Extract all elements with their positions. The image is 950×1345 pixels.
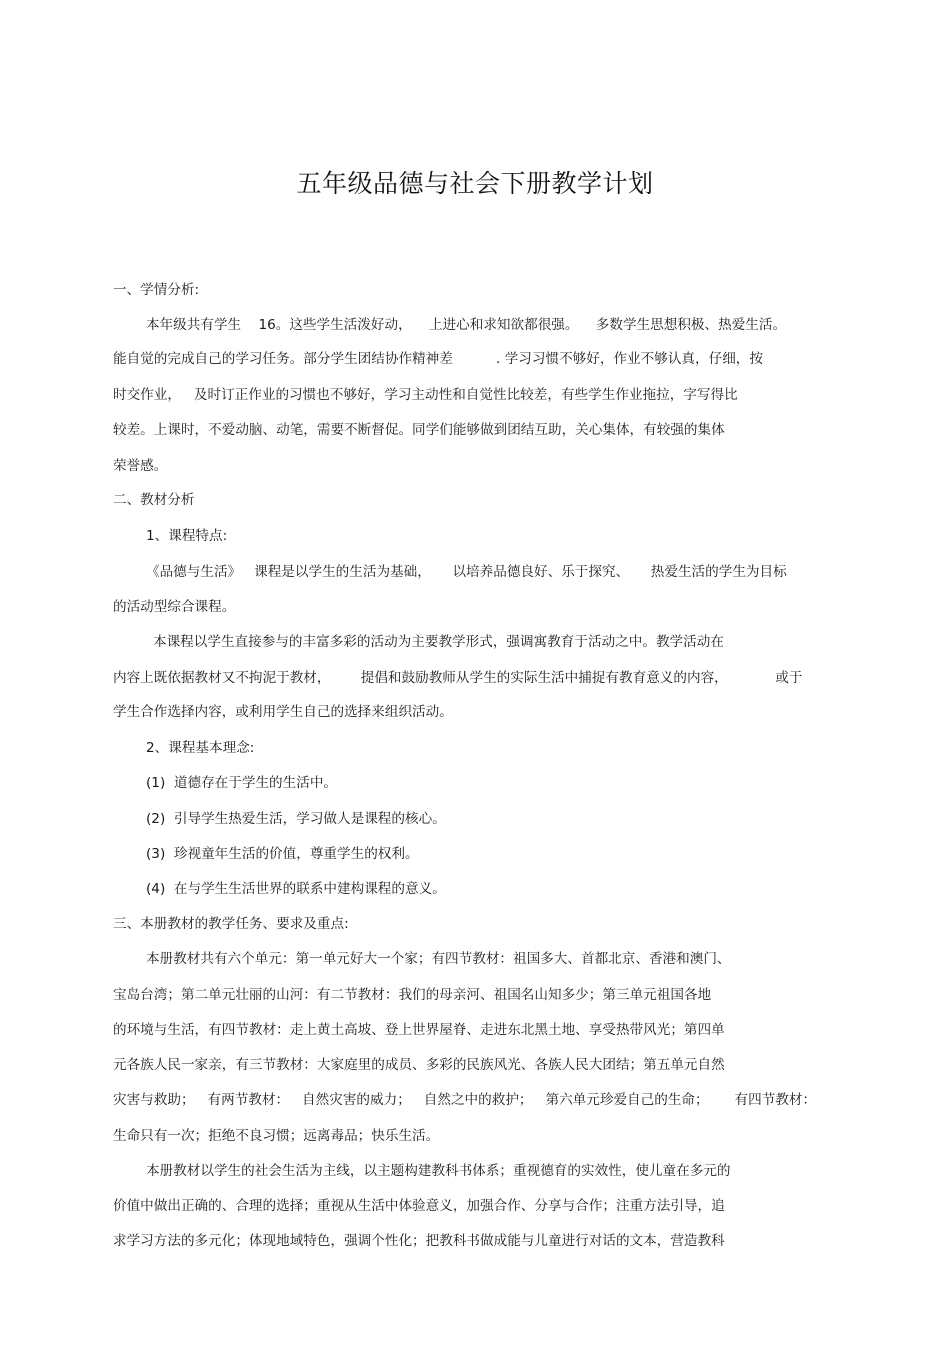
paragraph-line: 能自觉的完成自己的学习任务。部分学生团结协作精神差 . 学习习惯不够好，作业不够认真，仔细，按	[113, 351, 763, 367]
paragraph-line: 本课程以学生直接参与的丰富多彩的活动为主要教学形式，强调寓教育于活动之中。教学活动在	[153, 634, 724, 650]
heading-1-learning-analysis: 一、学情分析:	[113, 282, 200, 298]
paragraph-line: 的环境与生活，有四节教材：走上黄土高坡、登上世界屋脊、走进东北黑土地、享受热带风光；第四单	[113, 1022, 725, 1038]
list-item: (3) 珍视童年生活的价值，尊重学生的权利。	[146, 846, 419, 862]
subheading-basic-concepts: 2、课程基本理念:	[146, 740, 255, 756]
paragraph-line: 灾害与救助； 有两节教材： 自然灾害的威力； 自然之中的救护； 第六单元珍爱自己的生命； 有四节教材：	[113, 1092, 817, 1108]
paragraph-line: 内容上既依据教材又不拘泥于教材， 提倡和鼓励教师从学生的实际生活中捕捉有教育意义的内容， 或于	[113, 670, 803, 686]
paragraph-line: 学生合作选择内容，或利用学生自己的选择来组织活动。	[113, 704, 453, 720]
list-item: (4) 在与学生生活世界的联系中建构课程的意义。	[146, 881, 446, 897]
paragraph-line: 价值中做出正确的、合理的选择；重视从生活中体验意义，加强合作、分享与合作；注重方法引导，追	[113, 1198, 725, 1214]
list-item: (2) 引导学生热爱生活，学习做人是课程的核心。	[146, 811, 446, 827]
paragraph-line: 本年级共有学生 16。这些学生活泼好动， 上进心和求知欲都很强。 多数学生思想积极、热爱生活。	[146, 317, 787, 333]
paragraph-line: 《品德与生活》 课程是以学生的生活为基础， 以培养品德良好、乐于探究、 热爱生活的学生为目标	[146, 564, 787, 580]
heading-2-textbook-analysis: 二、教材分析	[113, 492, 195, 508]
heading-3-teaching-tasks: 三、本册教材的教学任务、要求及重点:	[113, 916, 349, 932]
subheading-course-features: 1、课程特点:	[146, 528, 228, 544]
paragraph-line: 生命只有一次；拒绝不良习惯；远离毒品；快乐生活。	[113, 1128, 440, 1144]
paragraph-line: 较差。上课时，不爱动脑、动笔，需要不断督促。同学们能够做到团结互助，关心集体，有较强的集体	[113, 422, 725, 438]
document-title: 五年级品德与社会下册教学计划	[296, 169, 654, 198]
paragraph-line: 的活动型综合课程。	[113, 599, 236, 615]
paragraph-line: 求学习方法的多元化；体现地域特色，强调个性化；把教科书做成能与儿童进行对话的文本，营造教科	[113, 1233, 725, 1249]
paragraph-line: 本册教材共有六个单元：第一单元好大一个家；有四节教材：祖国多大、首都北京、香港和澳门、	[146, 951, 731, 967]
paragraph-line: 元各族人民一家亲，有三节教材：大家庭里的成员、多彩的民族风光、各族人民大团结；第五单元自然	[113, 1057, 725, 1073]
paragraph-line: 时交作业， 及时订正作业的习惯也不够好，学习主动性和自觉性比较差，有些学生作业拖拉，字写得比	[113, 387, 738, 403]
paragraph-line: 宝岛台湾；第二单元壮丽的山河：有二节教材：我们的母亲河、祖国名山知多少；第三单元祖国各地	[113, 987, 712, 1003]
paragraph-line: 荣誉感。	[113, 458, 168, 474]
paragraph-line: 本册教材以学生的社会生活为主线，以主题构建教科书体系；重视德育的实效性，使儿童在多元的	[146, 1163, 731, 1179]
list-item: (1) 道德存在于学生的生活中。	[146, 775, 338, 791]
